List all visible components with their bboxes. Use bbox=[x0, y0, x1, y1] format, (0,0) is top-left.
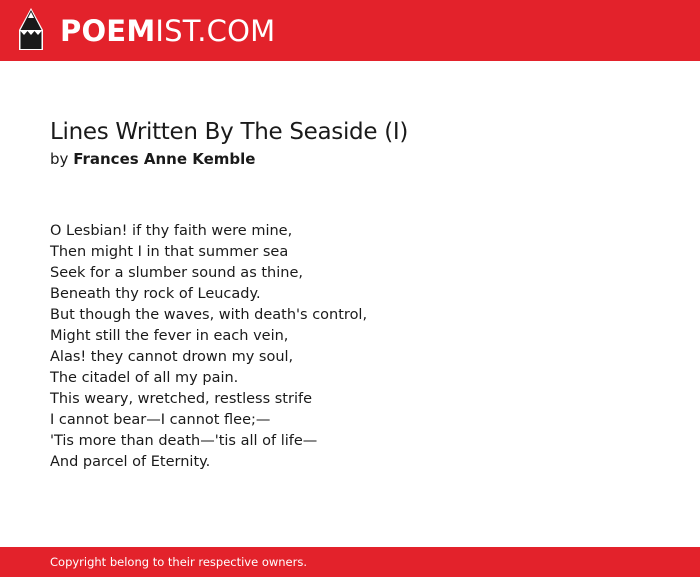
poem-line: Seek for a slumber sound as thine, bbox=[50, 265, 303, 281]
poem-line: Beneath thy rock of Leucady. bbox=[50, 286, 261, 302]
poem-line: Then might I in that summer sea bbox=[50, 244, 289, 260]
poem-byline bbox=[50, 148, 650, 170]
poem-line: This weary, wretched, restless strife bbox=[50, 391, 313, 407]
poem-line: But though the waves, with death's control, bbox=[50, 307, 368, 323]
poem-line: And parcel of Eternity. bbox=[50, 454, 211, 470]
poem-line: O Lesbian! if thy faith were mine, bbox=[50, 223, 293, 239]
poem-body bbox=[50, 221, 650, 473]
poem-line: The citadel of all my pain. bbox=[50, 370, 239, 386]
logo-text-bold: POEM bbox=[60, 13, 156, 48]
poem-line: Alas! they cannot drown my soul, bbox=[50, 349, 294, 365]
poem-line: I cannot bear—I cannot flee;— bbox=[50, 412, 271, 428]
pencil-icon bbox=[17, 8, 60, 54]
logo-text-light: IST.COM bbox=[155, 13, 276, 48]
site-logo-link[interactable] bbox=[17, 9, 275, 53]
site-logo-text bbox=[60, 13, 276, 48]
poem-author: Frances Anne Kemble bbox=[73, 150, 256, 168]
footer-copyright: Copyright belong to their respective owners. bbox=[50, 555, 308, 569]
site-header bbox=[0, 0, 700, 61]
poem-line: 'Tis more than death—'tis all of life— bbox=[50, 433, 318, 449]
poem-content bbox=[50, 117, 650, 473]
poem-line: Might still the fever in each vein, bbox=[50, 328, 289, 344]
poem-title: Lines Written By The Seaside (I) bbox=[50, 119, 409, 145]
site-footer bbox=[0, 547, 700, 577]
byline-label: by bbox=[50, 150, 69, 168]
